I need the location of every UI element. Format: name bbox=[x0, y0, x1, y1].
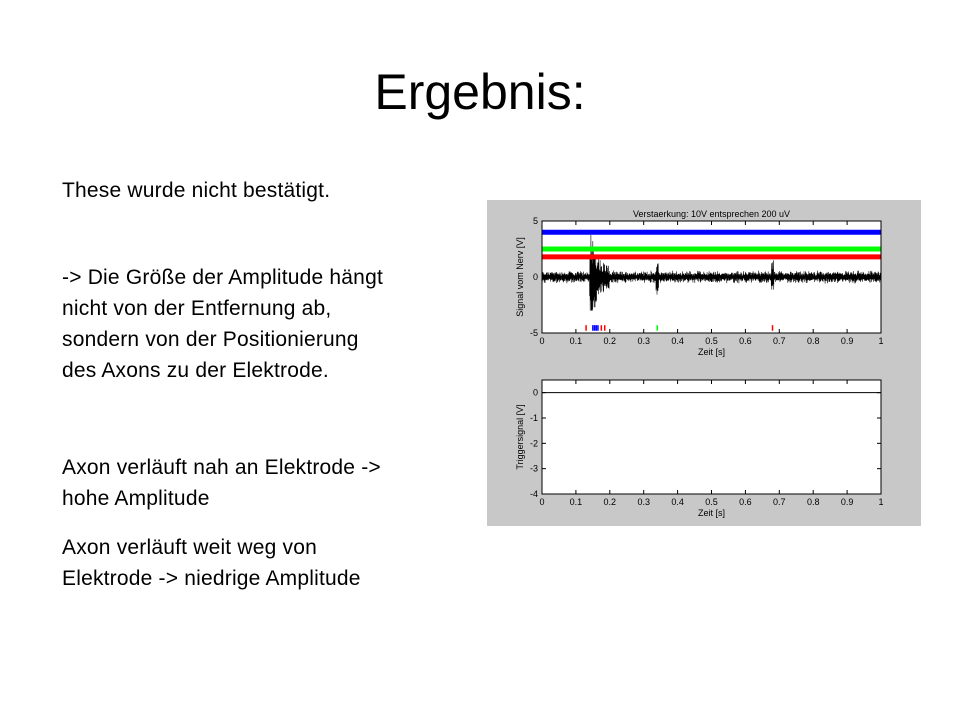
paragraph-far-axon: Axon verläuft weit weg von Elektrode -> niedrige Amplitude bbox=[62, 536, 361, 590]
x-axis-label: Zeit [s] bbox=[697, 508, 726, 518]
text-block bbox=[62, 532, 462, 594]
slide-title: Ergebnis: bbox=[374, 64, 586, 120]
y-tick-label: -4 bbox=[529, 489, 538, 499]
figure-svg bbox=[487, 200, 921, 526]
y-tick-label: -5 bbox=[529, 328, 538, 338]
y-tick-label: -3 bbox=[529, 463, 538, 474]
x-tick-label: 0.6 bbox=[739, 497, 752, 507]
y-tick-label: -1 bbox=[529, 413, 538, 423]
x-tick-label: 1 bbox=[878, 497, 884, 507]
x-tick-label: 0.1 bbox=[569, 497, 583, 507]
x-tick-label: 0.1 bbox=[569, 336, 583, 346]
paragraph-conclusion: -> Die Größe der Amplitude hängt nicht von der Entfernung ab, sondern von der Positionierung des Axons zu der Elektrode. bbox=[62, 266, 383, 382]
paragraph-hypothesis: These wurde nicht bestätigt. bbox=[62, 179, 331, 202]
x-tick-label: 0.7 bbox=[773, 497, 786, 507]
x-tick-label: 0 bbox=[539, 497, 545, 507]
y-tick-label: 0 bbox=[532, 272, 538, 282]
x-tick-label: 0.4 bbox=[671, 336, 684, 346]
y-tick-label: -2 bbox=[529, 438, 538, 449]
text-block bbox=[62, 262, 462, 386]
x-tick-label: 0.4 bbox=[671, 497, 684, 507]
plot-area bbox=[542, 380, 881, 494]
paragraph-near-axon: Axon verläuft nah an Elektrode -> hohe Amplitude bbox=[62, 456, 381, 510]
text-block bbox=[62, 175, 462, 206]
x-tick-label: 0.3 bbox=[637, 497, 650, 507]
x-tick-label: 0 bbox=[539, 336, 545, 346]
y-tick-label: 5 bbox=[532, 216, 538, 226]
x-tick-label: 0.9 bbox=[840, 336, 854, 346]
x-tick-label: 0.3 bbox=[637, 336, 650, 346]
x-tick-label: 1 bbox=[878, 336, 884, 346]
text-block bbox=[62, 452, 462, 514]
x-tick-label: 0.2 bbox=[603, 497, 617, 507]
x-tick-label: 0.8 bbox=[806, 497, 820, 507]
x-tick-label: 0.8 bbox=[806, 336, 820, 346]
x-tick-label: 0.6 bbox=[739, 336, 752, 346]
x-tick-label: 0.2 bbox=[603, 336, 617, 346]
chart-title: Verstaerkung: 10V entsprechen 200 uV bbox=[632, 209, 791, 219]
x-tick-label: 0.9 bbox=[840, 497, 854, 507]
x-tick-label: 0.5 bbox=[705, 497, 718, 507]
y-axis-label: Signal vom Nerv [V] bbox=[515, 237, 525, 317]
x-tick-label: 0.7 bbox=[773, 336, 786, 346]
matlab-figure bbox=[487, 200, 921, 526]
x-tick-label: 0.5 bbox=[705, 336, 718, 346]
y-axis-label: Triggersignal [V] bbox=[515, 404, 525, 470]
y-tick-label: 0 bbox=[532, 387, 538, 398]
x-axis-label: Zeit [s] bbox=[697, 347, 726, 357]
